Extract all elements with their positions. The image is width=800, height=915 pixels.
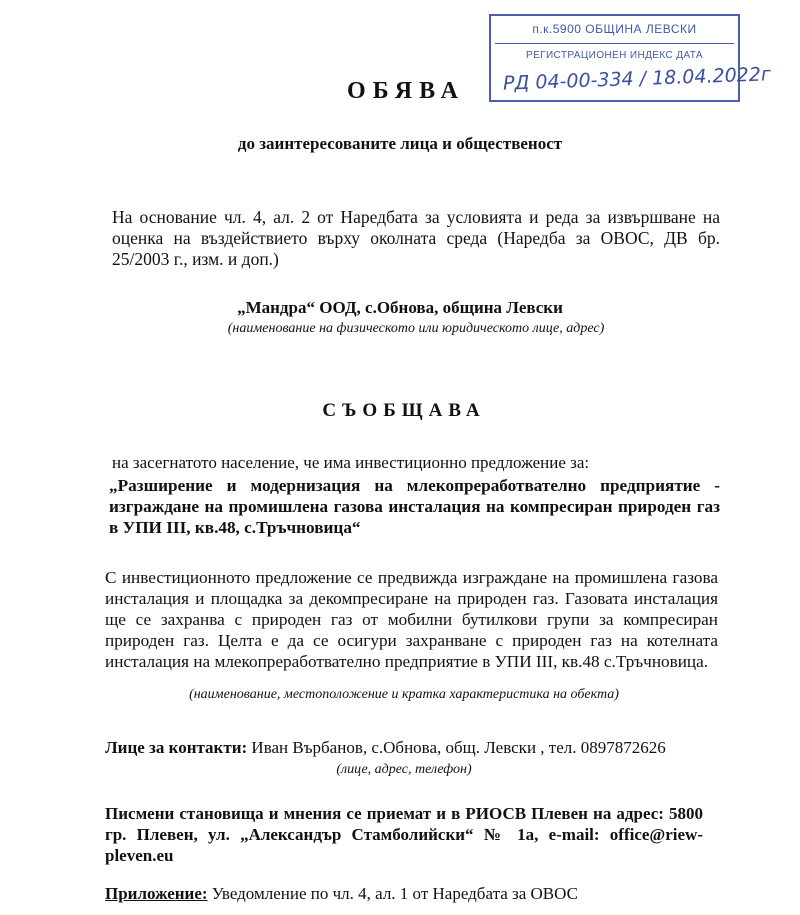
- document-title: ОБЯВА: [347, 78, 465, 104]
- stamp-divider: [495, 43, 734, 44]
- document-subtitle: до заинтересованите лица и общественост: [237, 134, 563, 153]
- attachment-label: Приложение:: [105, 884, 208, 903]
- contacts-label: Лице за контакти:: [105, 738, 248, 757]
- attachment-line: [105, 884, 725, 904]
- legal-basis-paragraph: На основание чл. 4, ал. 2 от Наредбата за условията и реда за извършване на оценка на въздействието върху околната среда (Наредба за ОВОС, ДВ бр. 25/2003 г., изм. и доп.): [112, 207, 720, 269]
- announces-heading: СЪОБЩАВА: [322, 400, 486, 421]
- project-description: С инвестиционното предложение се предвижда изграждане на промишлена газова инсталация и площадка за декомпресиране на природен газ. Газовата инсталация ще се захранва с природен газ от мобилни бутилкови групи за компресиран природен газ. Целта е да се осигури захранване с природен газ на котелната инсталация на млекопреработвателно предприятие в УПИ III, кв.48 с.Тръчновица.: [105, 568, 718, 671]
- opinions-paragraph: Писмени становища и мнения се приемат и в РИОСВ Плевен на адрес: 5800 гр. Плевен, ул. „Александър Стамболийски“ № 1а, e-mail: office@riew-pleven.eu: [105, 804, 703, 865]
- intro-line: на засегнатото население, че има инвестиционно предложение за:: [112, 453, 590, 472]
- company-name: „Мандра“ ООД, с.Обнова, община Левски: [237, 298, 563, 317]
- stamp-handwritten-number: РД 04-00-334 / 18.04.2022г: [502, 63, 772, 95]
- company-caption: (наименование на физическото или юридическото лице, адрес): [227, 321, 605, 336]
- attachment-value: Уведомление по чл. 4, ал. 1 от Наредбата за ОВОС: [211, 884, 578, 903]
- stamp-index-label: РЕГИСТРАЦИОНЕН ИНДЕКС ДАТА: [526, 50, 703, 61]
- contacts-line: [105, 738, 725, 758]
- stamp-municipality: п.к.5900 ОБЩИНА ЛЕВСКИ: [532, 22, 697, 36]
- contacts-caption: (лице, адрес, телефон): [336, 762, 472, 777]
- contacts-value: Иван Върбанов, с.Обнова, общ. Левски , тел. 0897872626: [251, 738, 666, 757]
- description-caption: (наименование, местоположение и кратка характеристика на обекта): [189, 687, 619, 702]
- project-title: „Разширение и модернизация на млекопреработвателно предприятие - изграждане на промишлена газова инсталация на компресиран природен газ в УПИ III, кв.48, с.Тръчновица“: [109, 476, 720, 537]
